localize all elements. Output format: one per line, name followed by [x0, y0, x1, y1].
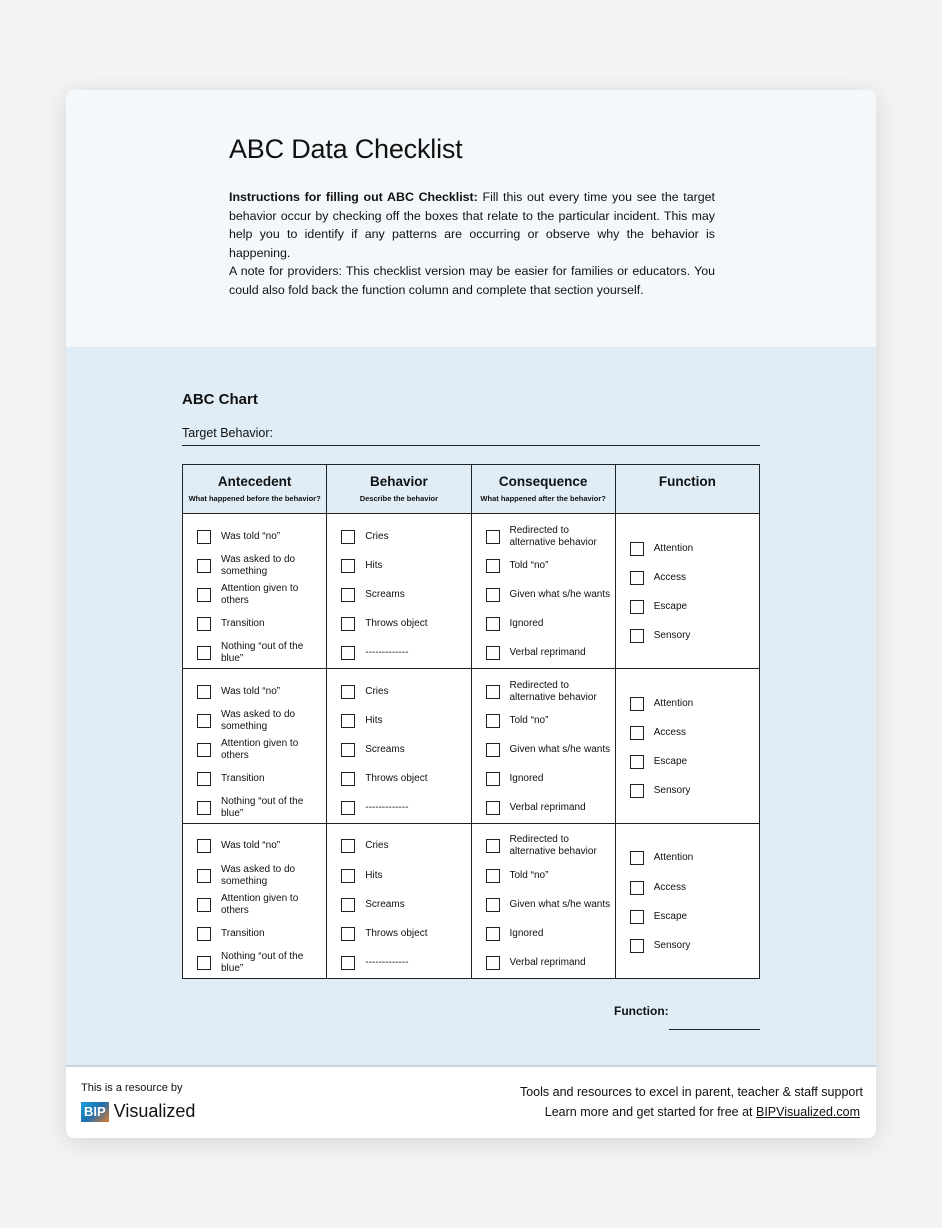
- checkbox[interactable]: [486, 927, 500, 941]
- checkbox[interactable]: [630, 571, 644, 585]
- cell-function: [615, 668, 759, 823]
- checkbox[interactable]: [486, 646, 500, 660]
- checkbox[interactable]: [197, 743, 211, 757]
- checklist-item[interactable]: [197, 765, 326, 794]
- checkbox[interactable]: [630, 881, 644, 895]
- checkbox[interactable]: [630, 629, 644, 643]
- checklist-item[interactable]: [486, 861, 615, 890]
- cell-function: [615, 514, 759, 669]
- cell-antecedent: [183, 823, 327, 978]
- checkbox[interactable]: [341, 743, 355, 757]
- checklist-item[interactable]: [486, 919, 615, 948]
- column-header-function: [615, 465, 759, 514]
- checklist-item[interactable]: [630, 844, 759, 873]
- target-behavior-label: Target Behavior:: [182, 426, 274, 440]
- checklist-item[interactable]: [486, 832, 615, 861]
- checklist-item[interactable]: [486, 551, 615, 580]
- checklist-item[interactable]: [630, 563, 759, 592]
- document-card: [66, 90, 876, 1138]
- checklist-item[interactable]: [197, 639, 326, 668]
- checkbox[interactable]: [341, 956, 355, 970]
- checklist-item[interactable]: [197, 861, 326, 890]
- checkbox[interactable]: [341, 530, 355, 544]
- chart-title: ABC Chart: [182, 391, 258, 408]
- checklist-item[interactable]: [341, 861, 470, 890]
- checkbox[interactable]: [486, 685, 500, 699]
- table-row: [183, 514, 760, 669]
- checklist-label: Escape: [653, 755, 688, 767]
- column-header-antecedent: [183, 465, 327, 514]
- checklist-label: Nothing “out of the blue”: [221, 796, 304, 820]
- checkbox[interactable]: [341, 927, 355, 941]
- checklist-item[interactable]: [197, 890, 326, 919]
- checklist-item[interactable]: [486, 765, 615, 794]
- checklist-item[interactable]: [486, 794, 615, 823]
- checklist-item[interactable]: [341, 677, 470, 706]
- checklist-item[interactable]: [486, 580, 615, 609]
- learn-more: [545, 1105, 860, 1119]
- checklist-item[interactable]: [341, 706, 470, 735]
- checklist-item[interactable]: [630, 873, 759, 902]
- cell-consequence: [471, 514, 615, 669]
- checkbox[interactable]: [630, 600, 644, 614]
- checklist-label: Attention: [653, 852, 694, 864]
- checklist-item[interactable]: [341, 551, 470, 580]
- checklist-label: Attention: [653, 697, 694, 709]
- checklist-label: Was asked to do something: [221, 863, 296, 887]
- checkbox[interactable]: [486, 772, 500, 786]
- checklist-item[interactable]: [486, 949, 615, 978]
- checklist-label: Screams: [365, 588, 405, 600]
- checklist-label: Escape: [653, 600, 688, 612]
- column-heading: Antecedent: [217, 474, 292, 489]
- checkbox[interactable]: [197, 530, 211, 544]
- checkbox[interactable]: [341, 559, 355, 573]
- checklist-label: Was asked to do something: [221, 708, 296, 732]
- table-row: [183, 823, 760, 978]
- checklist-item[interactable]: [486, 890, 615, 919]
- cell-behavior: [327, 668, 471, 823]
- checkbox[interactable]: [486, 714, 500, 728]
- column-subheading: What happened before the behavior?: [188, 494, 321, 503]
- checklist-label: Ignored: [509, 928, 544, 940]
- checklist-item[interactable]: [341, 765, 470, 794]
- cell-antecedent: [183, 668, 327, 823]
- checklist-item[interactable]: [197, 610, 326, 639]
- checkbox[interactable]: [197, 685, 211, 699]
- checklist-label: Transition: [221, 928, 265, 940]
- checklist-item[interactable]: [630, 622, 759, 651]
- checklist-item[interactable]: [341, 522, 470, 551]
- checkbox[interactable]: [197, 617, 211, 631]
- checkbox[interactable]: [630, 851, 644, 865]
- checklist-item[interactable]: [341, 949, 470, 978]
- cell-behavior: [327, 514, 471, 669]
- checklist-label: Cries: [365, 530, 389, 542]
- checklist-label: Told “no”: [509, 714, 549, 726]
- checklist-item[interactable]: [197, 735, 326, 764]
- checkbox[interactable]: [341, 646, 355, 660]
- checkbox[interactable]: [486, 743, 500, 757]
- checklist-item[interactable]: [630, 902, 759, 931]
- checkbox[interactable]: [486, 956, 500, 970]
- checklist-item[interactable]: [630, 592, 759, 621]
- checklist-label: Given what s/he wants: [509, 898, 611, 910]
- checklist-label: Was asked to do something: [221, 553, 296, 577]
- checklist-item[interactable]: [197, 677, 326, 706]
- checklist-item[interactable]: [486, 735, 615, 764]
- abc-table: [182, 464, 760, 979]
- checklist-label: Was told “no”: [221, 840, 281, 852]
- cell-consequence: [471, 668, 615, 823]
- checklist-item[interactable]: [341, 832, 470, 861]
- checklist-item[interactable]: [341, 610, 470, 639]
- cell-function: [615, 823, 759, 978]
- checkbox[interactable]: [197, 772, 211, 786]
- checklist-label: Access: [653, 726, 686, 738]
- column-subheading: Describe the behavior: [359, 494, 439, 503]
- checklist-label: Hits: [365, 714, 383, 726]
- checklist-label: Redirected to alternative behavior: [509, 834, 597, 858]
- footer: [66, 1067, 876, 1138]
- checkbox[interactable]: [341, 801, 355, 815]
- checklist-item[interactable]: [197, 706, 326, 735]
- checkbox[interactable]: [341, 617, 355, 631]
- checklist-label: Hits: [365, 559, 383, 571]
- intro-section: [66, 90, 876, 347]
- checklist-label: Cries: [365, 685, 389, 697]
- page-title: ABC Data Checklist: [229, 134, 463, 164]
- checkbox[interactable]: [486, 801, 500, 815]
- checklist-item[interactable]: [197, 522, 326, 551]
- checklist-label: Told “no”: [509, 869, 549, 881]
- checkbox[interactable]: [630, 755, 644, 769]
- checklist-label: Was told “no”: [221, 530, 281, 542]
- checklist-label: -------------: [365, 647, 409, 659]
- checklist-label: Escape: [653, 910, 688, 922]
- checkbox[interactable]: [341, 685, 355, 699]
- logo-text: Visualized: [113, 1101, 196, 1121]
- checkbox[interactable]: [486, 869, 500, 883]
- bip-logo: [81, 1101, 195, 1122]
- checkbox[interactable]: [486, 839, 500, 853]
- checklist-label: Hits: [365, 869, 383, 881]
- column-header-behavior: [327, 465, 471, 514]
- checklist-label: Transition: [221, 618, 265, 630]
- checklist-label: Throws object: [365, 618, 428, 630]
- checkbox[interactable]: [341, 772, 355, 786]
- provider-note: A note for providers: This checklist version may be easier for families or educators. You could also fold back the function column and complete that section yourself.: [229, 264, 715, 297]
- checklist-label: Verbal reprimand: [509, 957, 586, 969]
- checklist-label: -------------: [365, 957, 409, 969]
- checklist-label: Ignored: [509, 773, 544, 785]
- checklist-item[interactable]: [486, 610, 615, 639]
- checklist-label: Redirected to alternative behavior: [509, 679, 597, 703]
- checklist-label: Access: [653, 881, 686, 893]
- checklist-item[interactable]: [630, 931, 759, 960]
- checklist-label: Nothing “out of the blue”: [221, 951, 304, 975]
- checklist-label: Verbal reprimand: [509, 802, 586, 814]
- checklist-item[interactable]: [341, 890, 470, 919]
- checklist-item[interactable]: [486, 639, 615, 668]
- checklist-item[interactable]: [630, 747, 759, 776]
- checklist-label: Given what s/he wants: [509, 588, 611, 600]
- column-heading: Function: [658, 474, 716, 489]
- checklist-item[interactable]: [197, 551, 326, 580]
- checklist-item[interactable]: [341, 580, 470, 609]
- checklist-item[interactable]: [630, 534, 759, 563]
- checkbox[interactable]: [197, 646, 211, 660]
- checkbox[interactable]: [630, 697, 644, 711]
- checklist-label: Sensory: [653, 785, 691, 797]
- column-subheading: What happened after the behavior?: [480, 494, 606, 503]
- instructions: [229, 188, 715, 262]
- checkbox[interactable]: [486, 530, 500, 544]
- checklist-label: -------------: [365, 802, 409, 814]
- checkbox[interactable]: [341, 869, 355, 883]
- checkbox[interactable]: [197, 869, 211, 883]
- checkbox[interactable]: [197, 956, 211, 970]
- chart-section: [66, 347, 876, 1067]
- checklist-item[interactable]: [486, 706, 615, 735]
- checkbox[interactable]: [197, 588, 211, 602]
- checklist-item[interactable]: [341, 639, 470, 668]
- checklist-item[interactable]: [486, 522, 615, 551]
- checklist-label: Screams: [365, 898, 405, 910]
- logo-badge: BIP: [81, 1102, 109, 1122]
- column-header-consequence: [471, 465, 615, 514]
- checkbox[interactable]: [486, 898, 500, 912]
- checklist-item[interactable]: [197, 919, 326, 948]
- checkbox[interactable]: [197, 839, 211, 853]
- checkbox[interactable]: [630, 910, 644, 924]
- function-label: Function:: [614, 1004, 669, 1018]
- column-heading: Consequence: [498, 474, 588, 489]
- checkbox[interactable]: [197, 801, 211, 815]
- checklist-item[interactable]: [341, 735, 470, 764]
- checkbox[interactable]: [341, 898, 355, 912]
- checklist-label: Access: [653, 571, 686, 583]
- learn-more-text: Learn more and get started for free at: [544, 1105, 756, 1119]
- resource-text: This is a resource by: [81, 1082, 183, 1094]
- checklist-label: Throws object: [365, 928, 428, 940]
- checklist-item[interactable]: [630, 718, 759, 747]
- checkbox[interactable]: [630, 784, 644, 798]
- checklist-label: Cries: [365, 840, 389, 852]
- function-field[interactable]: [669, 1029, 760, 1030]
- instructions-text: Fill this out every time you see the target behavior occur by checking off the boxes that relate to the particular incident. This may help you to identify if any patterns are occurring or observe why the behavior is happening.: [229, 190, 715, 260]
- checklist-label: Nothing “out of the blue”: [221, 641, 304, 665]
- table-row: [183, 668, 760, 823]
- checkbox[interactable]: [630, 726, 644, 740]
- checkbox[interactable]: [341, 839, 355, 853]
- checklist-item[interactable]: [630, 777, 759, 806]
- checklist-item[interactable]: [197, 794, 326, 823]
- checkbox[interactable]: [341, 588, 355, 602]
- instructions-label: Instructions for filling out ABC Checklist:: [229, 190, 478, 204]
- checklist-item[interactable]: [486, 677, 615, 706]
- checklist-label: Given what s/he wants: [509, 743, 611, 755]
- checkbox[interactable]: [486, 588, 500, 602]
- checklist-label: Attention given to others: [221, 582, 299, 606]
- checklist-item[interactable]: [341, 794, 470, 823]
- checkbox[interactable]: [197, 714, 211, 728]
- checklist-label: Screams: [365, 743, 405, 755]
- checkbox[interactable]: [486, 617, 500, 631]
- checklist-item[interactable]: [197, 580, 326, 609]
- website-link[interactable]: BIPVisualized.com: [756, 1105, 860, 1119]
- cell-antecedent: [183, 514, 327, 669]
- checkbox[interactable]: [630, 542, 644, 556]
- column-heading: Behavior: [369, 474, 428, 489]
- checklist-label: Sensory: [653, 940, 691, 952]
- checklist-label: Attention given to others: [221, 737, 299, 761]
- checklist-label: Transition: [221, 773, 265, 785]
- cell-consequence: [471, 823, 615, 978]
- checkbox[interactable]: [197, 898, 211, 912]
- checklist-label: Sensory: [653, 630, 691, 642]
- checklist-label: Attention: [653, 542, 694, 554]
- checkbox[interactable]: [630, 939, 644, 953]
- cell-behavior: [327, 823, 471, 978]
- checklist-label: Was told “no”: [221, 685, 281, 697]
- target-behavior-field[interactable]: [182, 426, 760, 446]
- checklist-item[interactable]: [197, 949, 326, 978]
- checkbox[interactable]: [486, 559, 500, 573]
- checklist-item[interactable]: [341, 919, 470, 948]
- checklist-label: Throws object: [365, 773, 428, 785]
- checklist-item[interactable]: [197, 832, 326, 861]
- checklist-label: Told “no”: [509, 559, 549, 571]
- tagline: Tools and resources to excel in parent, teacher & staff support: [519, 1085, 863, 1099]
- checkbox[interactable]: [341, 714, 355, 728]
- checklist-label: Ignored: [509, 618, 544, 630]
- checklist-label: Redirected to alternative behavior: [509, 524, 597, 548]
- checkbox[interactable]: [197, 927, 211, 941]
- checkbox[interactable]: [197, 559, 211, 573]
- checklist-label: Attention given to others: [221, 892, 299, 916]
- checklist-item[interactable]: [630, 689, 759, 718]
- checklist-label: Verbal reprimand: [509, 647, 586, 659]
